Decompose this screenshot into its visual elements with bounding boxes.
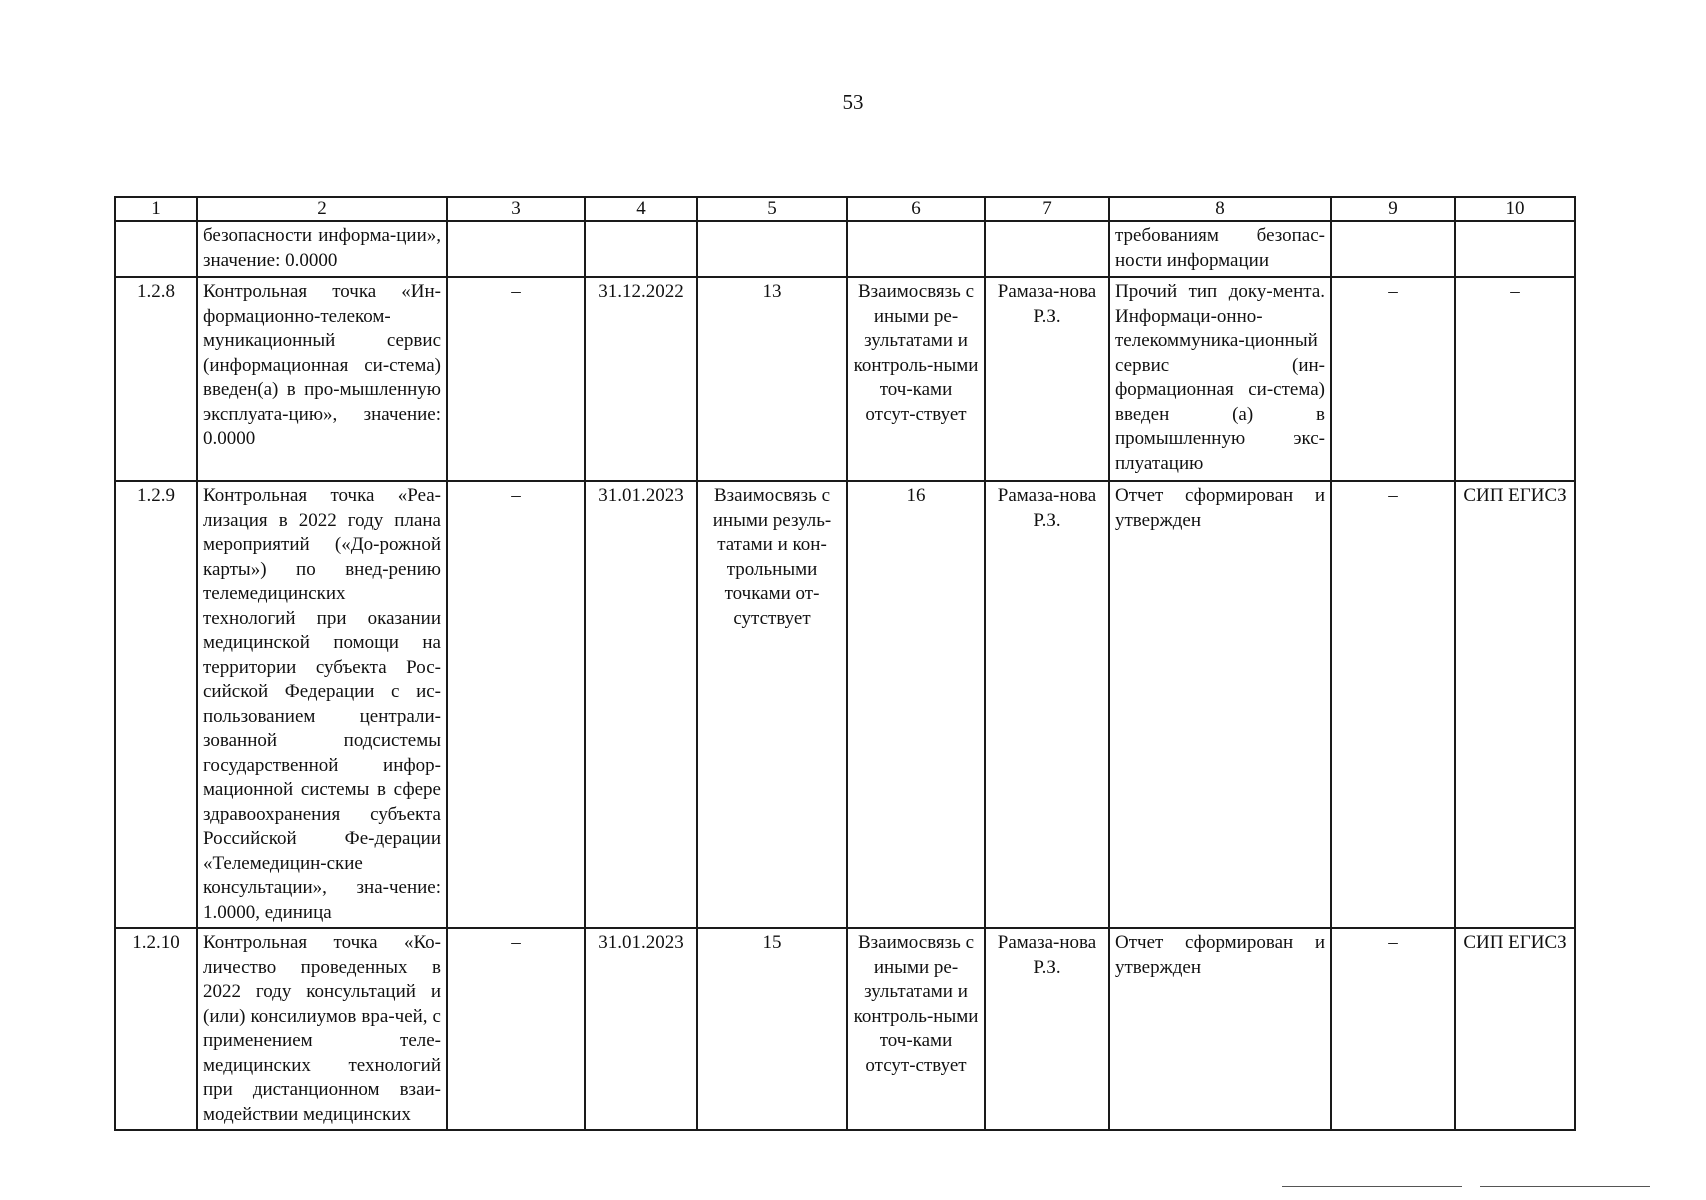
row-date bbox=[585, 221, 697, 277]
row-document: Отчет сформирован и утвержден bbox=[1109, 481, 1331, 928]
row-description: Контрольная точка «Ин-формационно-телеком-муникационный сервис (информационная си-стема) введен(а) в про-мышленную эксплуата-цию», значение: 0.0000 bbox=[197, 277, 447, 481]
row-date: 31.01.2023 bbox=[585, 928, 697, 1130]
row-cell-6 bbox=[847, 221, 985, 277]
scan-rule bbox=[1480, 1186, 1650, 1187]
row-description: Контрольная точка «Ко-личество проведенных в 2022 году консультаций и (или) консилиумов вра-чей, с применением теле-медицинских технологий при дистанционном взаи-модействии медицинских bbox=[197, 928, 447, 1130]
row-cell-3: – bbox=[447, 481, 585, 928]
row-cell-5: Взаимосвязь с иными резуль-татами и кон-трольными точками от-сутствует bbox=[697, 481, 847, 928]
row-number: 1.2.9 bbox=[115, 481, 197, 928]
column-number: 8 bbox=[1109, 197, 1331, 221]
column-number: 1 bbox=[115, 197, 197, 221]
row-description: безопасности информа-ции», значение: 0.0000 bbox=[197, 221, 447, 277]
row-date: 31.12.2022 bbox=[585, 277, 697, 481]
table-row bbox=[115, 277, 1575, 481]
column-number: 6 bbox=[847, 197, 985, 221]
table-row bbox=[115, 221, 1575, 277]
row-cell-3 bbox=[447, 221, 585, 277]
row-system bbox=[1455, 221, 1575, 277]
row-document: требованиям безопас-ности информации bbox=[1109, 221, 1331, 277]
row-cell-6: 16 bbox=[847, 481, 985, 928]
column-number: 9 bbox=[1331, 197, 1455, 221]
scan-rule bbox=[1282, 1186, 1462, 1187]
row-cell-6: Взаимосвязь с иными ре-зультатами и контроль-ными точ-ками отсут-ствует bbox=[847, 928, 985, 1130]
row-cell-6: Взаимосвязь с иными ре-зультатами и контроль-ными точ-ками отсут-ствует bbox=[847, 277, 985, 481]
plan-table bbox=[114, 196, 1576, 1131]
row-document: Отчет сформирован и утвержден bbox=[1109, 928, 1331, 1130]
row-system: СИП ЕГИСЗ bbox=[1455, 928, 1575, 1130]
row-number bbox=[115, 221, 197, 277]
column-number: 2 bbox=[197, 197, 447, 221]
row-number: 1.2.8 bbox=[115, 277, 197, 481]
row-responsible bbox=[985, 221, 1109, 277]
row-cell-5: 13 bbox=[697, 277, 847, 481]
page-number: 53 bbox=[842, 90, 864, 114]
row-cell-5 bbox=[697, 221, 847, 277]
column-number: 5 bbox=[697, 197, 847, 221]
column-number-row bbox=[115, 197, 1575, 221]
row-number: 1.2.10 bbox=[115, 928, 197, 1130]
row-responsible: Рамаза-нова Р.З. bbox=[985, 277, 1109, 481]
row-cell-9: – bbox=[1331, 277, 1455, 481]
column-number: 3 bbox=[447, 197, 585, 221]
row-description: Контрольная точка «Реа-лизация в 2022 году плана мероприятий («До-рожной карты») по внед-рению телемедицинских технологий при оказании медицинской помощи на территории субъекта Рос-сийской Федерации с ис-пользованием централи-зованной подсистемы государственной инфор-мационной системы в сфере здравоохранения субъекта Российской Фе-дерации «Телемедицин-ские консультации», зна-чение: 1.0000, единица bbox=[197, 481, 447, 928]
row-cell-3: – bbox=[447, 928, 585, 1130]
row-cell-9 bbox=[1331, 221, 1455, 277]
row-cell-9: – bbox=[1331, 928, 1455, 1130]
table-row bbox=[115, 481, 1575, 928]
row-date: 31.01.2023 bbox=[585, 481, 697, 928]
column-number: 4 bbox=[585, 197, 697, 221]
row-document: Прочий тип доку-мента. Информаци-онно-телекоммуника-ционный сервис (ин-формационная си-стема) введен (а) в промышленную экс-плуатацию bbox=[1109, 277, 1331, 481]
row-responsible: Рамаза-нова Р.З. bbox=[985, 928, 1109, 1130]
row-system: – bbox=[1455, 277, 1575, 481]
row-cell-3: – bbox=[447, 277, 585, 481]
row-cell-5: 15 bbox=[697, 928, 847, 1130]
column-number: 10 bbox=[1455, 197, 1575, 221]
table-row bbox=[115, 928, 1575, 1130]
column-number: 7 bbox=[985, 197, 1109, 221]
row-cell-9: – bbox=[1331, 481, 1455, 928]
row-responsible: Рамаза-нова Р.З. bbox=[985, 481, 1109, 928]
row-system: СИП ЕГИСЗ bbox=[1455, 481, 1575, 928]
